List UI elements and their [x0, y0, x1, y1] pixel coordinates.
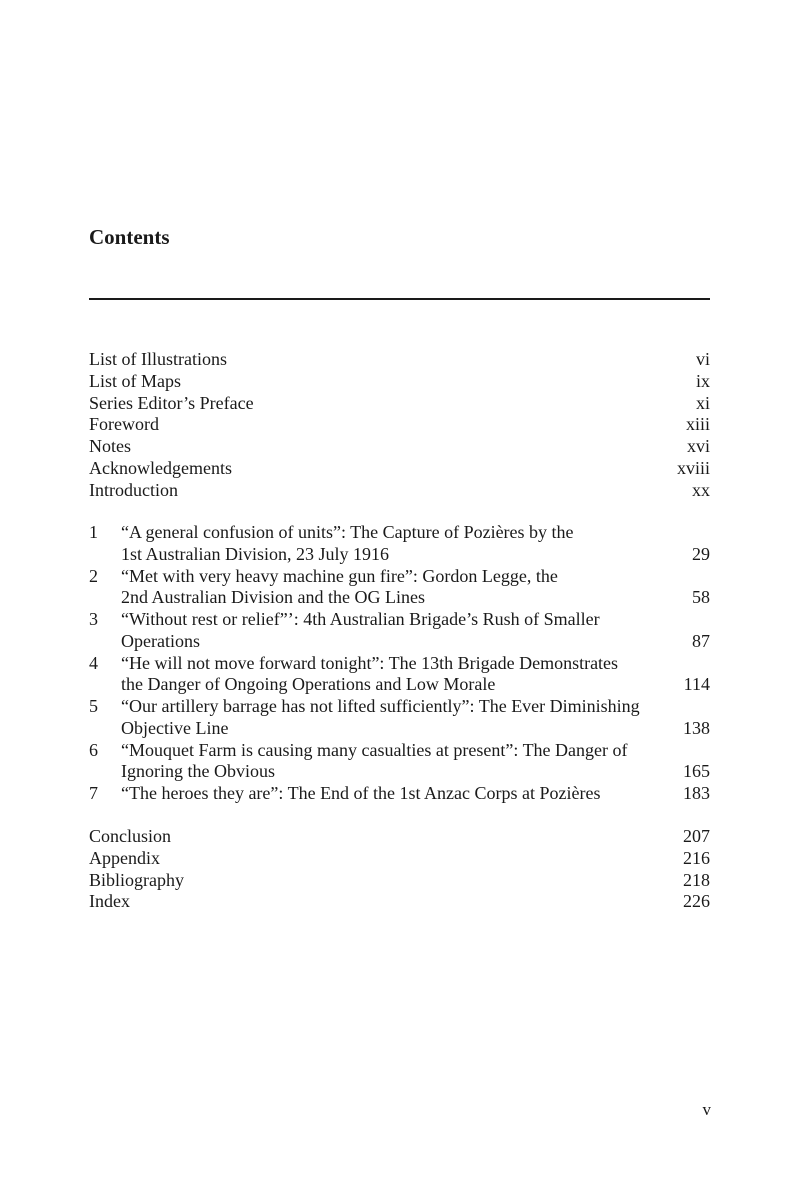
toc-entry-page: xx: [692, 479, 710, 500]
chapter-title: [121, 522, 661, 566]
toc-entry-label: List of Maps: [89, 370, 181, 391]
toc-entry-page: xviii: [676, 457, 710, 478]
chapter-number: 2: [89, 565, 98, 586]
toc-entry-page: xiii: [685, 414, 710, 435]
chapter-entry-2: [89, 566, 710, 610]
chapter-title: [121, 740, 661, 784]
back-matter-list: [89, 826, 710, 913]
toc-entry-notes: [89, 436, 710, 458]
toc-entry-page: ix: [695, 370, 710, 391]
chapter-number: 1: [89, 522, 98, 542]
chapter-title-line: the Danger of Ongoing Operations and Low Morale: [121, 674, 496, 695]
chapter-number: 6: [89, 739, 98, 760]
toc-entry-page: 226: [683, 891, 710, 912]
chapter-entry-7: [89, 783, 710, 805]
chapter-title-line: 1st Australian Division, 23 July 1916: [121, 543, 390, 564]
chapter-title-line: “The heroes they are”: The End of the 1st Anzac Corps at Pozières: [121, 783, 601, 803]
toc-entry-label: Notes: [89, 436, 131, 456]
chapter-entry-4: [89, 653, 710, 697]
toc-entry-label: Series Editor’s Preface: [89, 392, 254, 413]
chapter-title-line: “A general confusion of units”: The Capture of Pozières by the: [121, 522, 574, 542]
toc-entry-conclusion: [89, 826, 710, 848]
page-title: Contents: [89, 225, 170, 249]
toc-entry-series-editors-preface: [89, 393, 710, 415]
toc-entry-page: 207: [683, 826, 710, 846]
chapter-page: 165: [683, 761, 710, 782]
toc-entry-label: Conclusion: [89, 826, 172, 846]
chapter-number: 3: [89, 609, 98, 629]
toc-entry-index: [89, 891, 710, 913]
chapter-title-line: Ignoring the Obvious: [121, 761, 275, 782]
front-matter-list: [89, 349, 710, 501]
chapter-page: 138: [683, 717, 710, 738]
toc-entry-page: vi: [695, 349, 710, 369]
chapter-page: 183: [683, 783, 710, 803]
chapter-title-line: “Mouquet Farm is causing many casualties at present”: The Danger of: [121, 739, 628, 760]
title-rule: [89, 298, 710, 300]
toc-entry-page: 216: [683, 847, 710, 868]
toc-entry-page: xi: [695, 392, 710, 413]
toc-entry-label: Index: [89, 891, 130, 912]
chapter-page: 29: [692, 543, 710, 564]
chapter-title-line: 2nd Australian Division and the OG Lines: [121, 587, 425, 608]
toc-entry-appendix: [89, 848, 710, 870]
chapter-title: [121, 609, 661, 653]
toc-entry-label: List of Illustrations: [89, 349, 227, 369]
chapter-number: 7: [89, 783, 98, 803]
chapter-entry-1: [89, 522, 710, 566]
chapter-entry-6: [89, 740, 710, 784]
toc-entry-page: 218: [683, 869, 710, 890]
chapter-number: 5: [89, 696, 98, 716]
toc-entry-label: Acknowledgements: [89, 457, 232, 478]
chapter-number: 4: [89, 652, 98, 673]
toc-entry-acknowledgements: [89, 458, 710, 480]
chapter-title-line: “Met with very heavy machine gun fire”: Gordon Legge, the: [121, 565, 558, 586]
chapter-page: 58: [692, 587, 710, 608]
chapter-page: 114: [683, 674, 710, 695]
toc-entry-label: Foreword: [89, 414, 159, 435]
chapter-title-line: “Our artillery barrage has not lifted sufficiently”: The Ever Diminishing: [121, 696, 640, 716]
toc-entry-label: Introduction: [89, 479, 178, 500]
toc-entry-list-of-maps: [89, 371, 710, 393]
chapter-page: 87: [692, 630, 710, 651]
chapter-title-line: “He will not move forward tonight”: The 13th Brigade Demonstrates: [121, 652, 619, 673]
page-number: v: [702, 1100, 711, 1119]
chapter-list: [89, 522, 710, 805]
chapter-title: [121, 566, 661, 610]
toc-entry-list-of-illustrations: [89, 349, 710, 371]
toc-entry-page: xvi: [686, 436, 710, 456]
chapter-title: [121, 696, 661, 740]
toc-entry-label: Bibliography: [89, 869, 184, 890]
chapter-entry-3: [89, 609, 710, 653]
chapter-entry-5: [89, 696, 710, 740]
toc-entry-introduction: [89, 480, 710, 502]
toc-entry-label: Appendix: [89, 847, 160, 868]
chapter-title-line: Operations: [121, 630, 200, 651]
chapter-title-line: Objective Line: [121, 717, 229, 738]
chapter-title: [121, 653, 661, 697]
toc-entry-bibliography: [89, 870, 710, 892]
chapter-title-line: “Without rest or relief”’: 4th Australian Brigade’s Rush of Smaller: [121, 609, 600, 629]
toc-entry-foreword: [89, 414, 710, 436]
chapter-title: [121, 783, 661, 805]
